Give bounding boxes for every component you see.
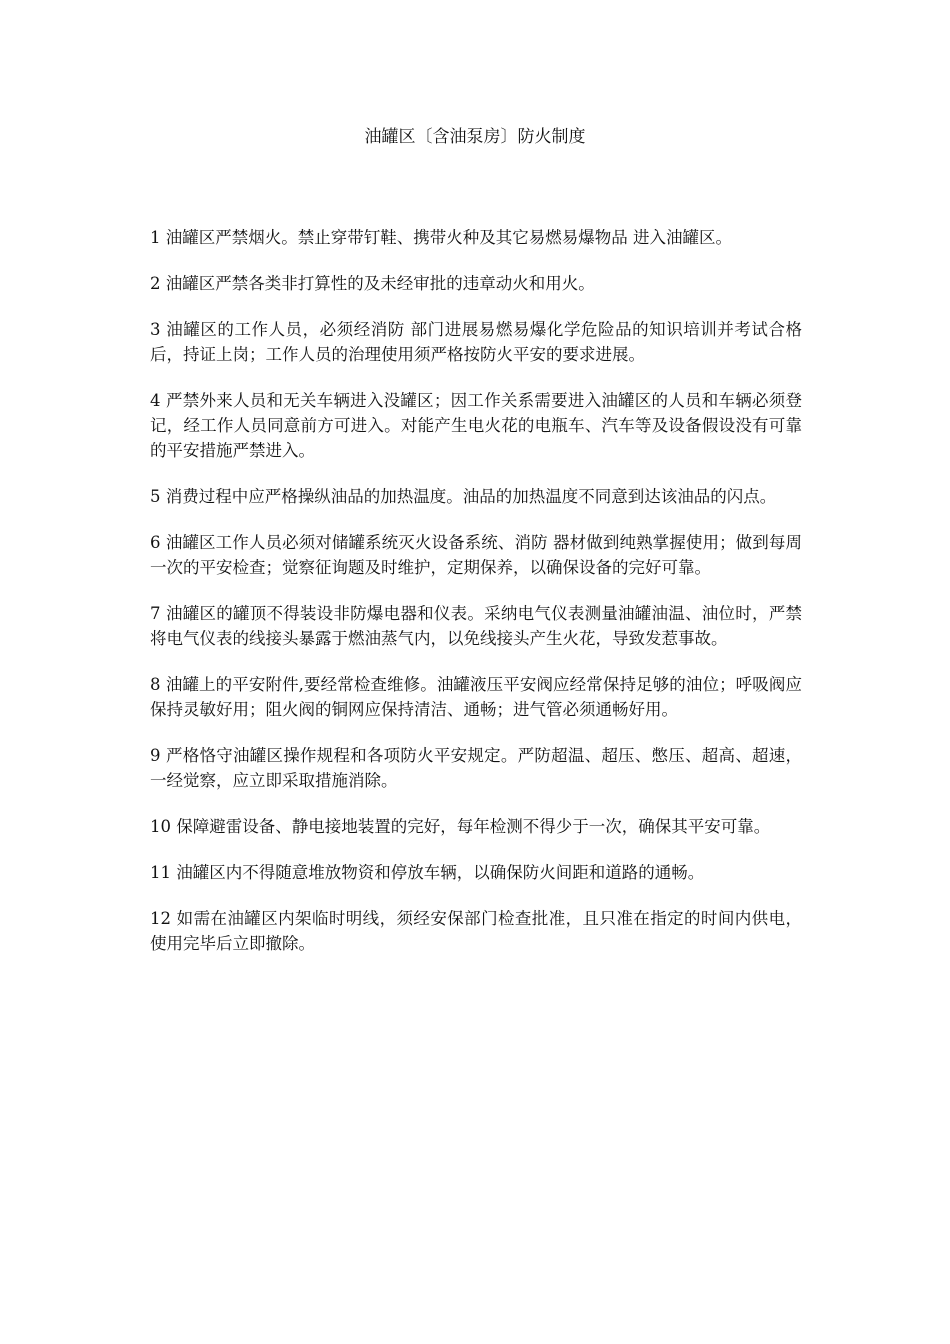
- paragraph-10: 10 保障避雷设备、静电接地装置的完好，每年检测不得少于一次，确保其平安可靠。: [150, 817, 771, 836]
- paragraph-8: 8 油罐上的平安附件,要经常检查维修。油罐液压平安阀应经常保持足够的油位；呼吸阀应保持灵敏好用；阻火阀的铜网应保持清洁、通畅；进气管必须通畅好用。: [150, 675, 802, 719]
- paragraph-7: 7 油罐区的罐顶不得装设非防爆电器和仪表。采纳电气仪表测量油罐油温、油位时，严禁将电气仪表的线接头暴露于燃油蒸气内，以免线接头产生火花，导致发惹事故。: [150, 604, 802, 648]
- paragraph-1: 1 油罐区严禁烟火。禁止穿带钉鞋、携带火种及其它易燃易爆物品 进入油罐区。: [150, 228, 732, 247]
- paragraph-9: 9 严格恪守油罐区操作规程和各项防火平安规定。严防超温、超压、憋压、超高、超速，一经觉察，应立即采取措施消除。: [150, 746, 802, 790]
- paragraph-6: 6 油罐区工作人员必须对储罐系统灭火设备系统、消防 器材做到纯熟掌握使用；做到每周一次的平安检查；觉察征询题及时维护，定期保养，以确保设备的完好可靠。: [150, 533, 802, 577]
- paragraph-3: 3 油罐区的工作人员，必须经消防 部门进展易燃易爆化学危险品的知识培训并考试合格后，持证上岗；工作人员的治理使用须严格按防火平安的要求进展。: [150, 320, 802, 364]
- document-title: 油罐区〔含油泵房〕防火制度: [364, 127, 586, 147]
- paragraph-4: 4 严禁外来人员和无关车辆进入没罐区；因工作关系需要进入油罐区的人员和车辆必须登记，经工作人员同意前方可进入。对能产生电火花的电瓶车、汽车等及设备假设没有可靠的平安措施严禁进入。: [150, 391, 802, 460]
- paragraph-12: 12 如需在油罐区内架临时明线，须经安保部门检查批准，且只准在指定的时间内供电，使用完毕后立即撤除。: [150, 909, 802, 953]
- paragraph-2: 2 油罐区严禁各类非打算性的及未经审批的违章动火和用火。: [150, 274, 595, 293]
- paragraph-5: 5 消费过程中应严格操纵油品的加热温度。油品的加热温度不同意到达该油品的闪点。: [150, 487, 777, 506]
- document-body: [150, 225, 802, 977]
- paragraph-11: 11 油罐区内不得随意堆放物资和停放车辆，以确保防火间距和道路的通畅。: [150, 863, 705, 882]
